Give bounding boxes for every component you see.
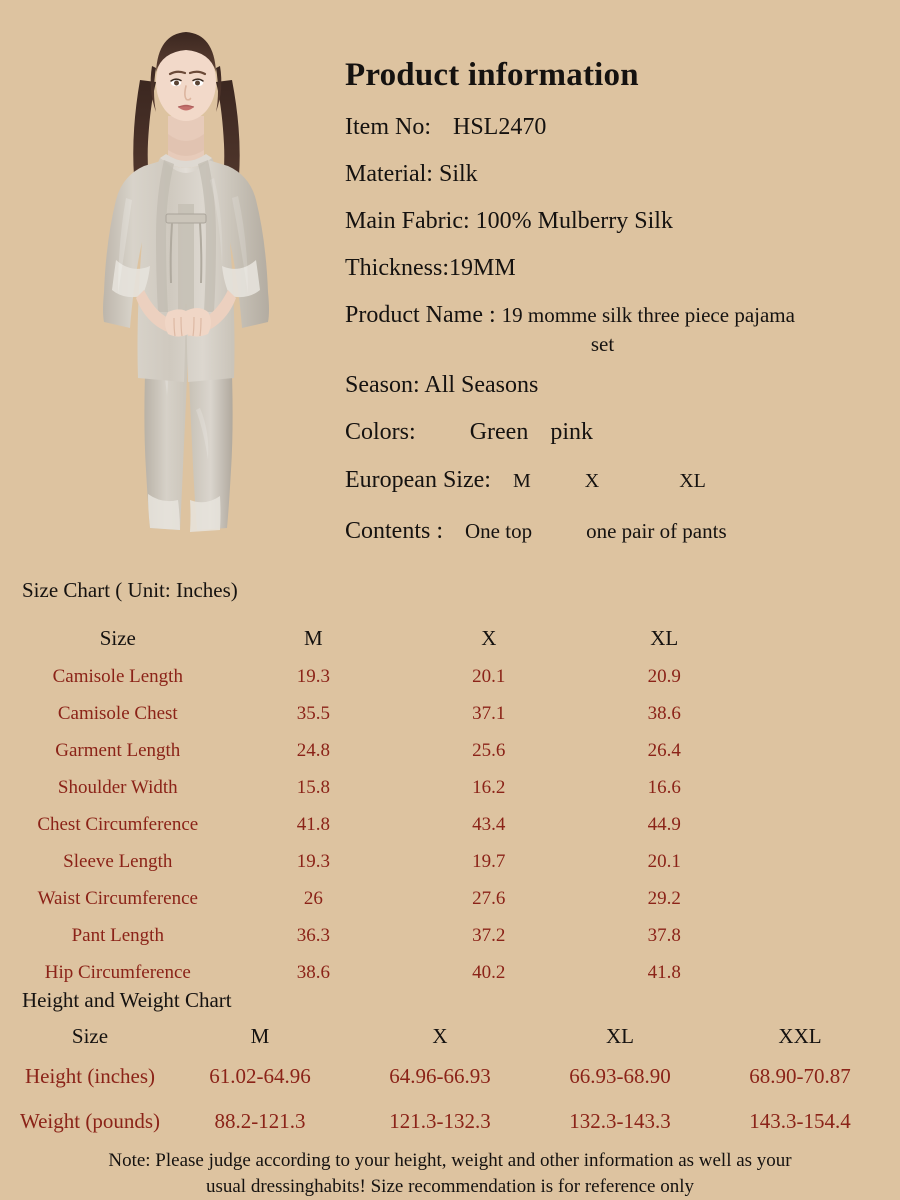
row-label: Camisole Chest [57,702,178,724]
row-value-x: 37.1 [472,702,506,724]
row-label: Chest Circumference [37,813,199,835]
season-value: All Seasons [424,371,539,398]
product-name-line [345,303,890,327]
row-value-x: 43.4 [472,813,506,835]
row-value-m: 61.02-64.96 [209,1064,311,1088]
row-value-x: 19.7 [472,850,506,872]
table-row [10,658,752,695]
main-fabric-label: Main Fabric: [345,207,470,234]
colors-label: Colors: [345,418,416,445]
european-size-x: X [584,469,600,492]
table-row [10,769,752,806]
product-name-value-line2: set [590,331,615,356]
page-title: Product information [345,57,639,93]
european-size-xl: XL [679,469,706,492]
product-name-label: Product Name : [345,301,496,328]
table-row [10,843,752,880]
height-weight-header-row [10,1018,890,1054]
thickness-line [345,256,890,280]
season-line [345,373,890,397]
colors-line [345,420,890,444]
tie-knot [166,214,206,223]
row-value-xl: 66.93-68.90 [569,1064,671,1088]
product-info-block [345,58,890,545]
european-size-line [345,467,890,494]
main-fabric-line [345,209,890,233]
size-chart-col-xl: XL [650,625,679,650]
size-chart-col-x: X [481,625,497,650]
row-label: Shoulder Width [57,776,178,798]
european-size-label: European Size: [345,466,491,493]
row-value-x: 20.1 [472,665,506,687]
row-value-x: 64.96-66.93 [389,1064,491,1088]
row-value-xl: 20.9 [647,665,681,687]
thickness-label: Thickness: [345,254,449,281]
table-row [10,695,752,732]
table-row [10,917,752,954]
row-value-xl: 38.6 [647,702,681,724]
row-value-m: 88.2-121.3 [214,1109,306,1133]
height-weight-chart-heading: Height and Weight Chart [22,988,232,1012]
row-value-m: 19.3 [296,665,330,687]
item-no-line [345,115,890,139]
row-value-x: 16.2 [472,776,506,798]
row-label: Garment Length [55,739,181,761]
row-value-x: 40.2 [472,961,506,983]
row-value-m: 26 [303,887,323,909]
hw-col-size: Size [71,1023,109,1048]
table-row [10,954,752,991]
colors-value-pink: pink [550,418,593,445]
row-label: Pant Length [71,924,164,946]
row-value-xl: 41.8 [647,961,681,983]
row-label: Camisole Length [52,665,183,687]
row-label: Sleeve Length [63,850,173,872]
row-value-xl: 132.3-143.3 [569,1109,671,1133]
table-row [10,880,752,917]
row-value-m: 38.6 [296,961,330,983]
contents-line [345,518,890,545]
row-value-xxl: 68.90-70.87 [749,1064,851,1088]
hw-col-xl: XL [606,1023,634,1048]
row-value-m: 35.5 [296,702,330,724]
row-value-m: 36.3 [296,924,330,946]
item-no-value: HSL2470 [452,113,547,140]
table-row [10,1054,890,1099]
table-row [10,732,752,769]
product-photo [48,8,324,560]
thickness-value: 19MM [448,254,516,281]
size-chart-heading: Size Chart ( Unit: Inches) [22,578,238,602]
row-value-xxl: 143.3-154.4 [749,1109,851,1133]
table-row [10,806,752,843]
height-weight-chart-table [10,1018,890,1144]
season-label: Season: [345,371,420,398]
row-value-m: 24.8 [296,739,330,761]
item-no-label: Item No: [345,113,431,140]
material-value: Silk [438,160,478,187]
row-value-xl: 26.4 [647,739,681,761]
row-value-x: 27.6 [472,887,506,909]
material-line [345,162,890,186]
row-value-xl: 44.9 [647,813,681,835]
row-value-xl: 20.1 [647,850,681,872]
note-text [0,1148,900,1199]
hw-col-m: M [250,1023,270,1048]
main-fabric-value: 100% Mulberry Silk [475,207,673,234]
european-size-m: M [512,469,531,492]
hand-right [182,308,211,337]
contents-value-pants: one pair of pants [586,518,727,543]
size-chart-header-row [10,618,752,658]
row-value-xl: 16.6 [647,776,681,798]
contents-label: Contents : [345,517,444,544]
row-value-m: 15.8 [296,776,330,798]
row-value-x: 121.3-132.3 [389,1109,491,1133]
row-value-m: 41.8 [296,813,330,835]
size-chart-table [10,618,752,991]
row-value-x: 37.2 [472,924,506,946]
size-chart-col-m: M [303,625,323,650]
row-value-xl: 37.8 [647,924,681,946]
row-label: Weight (pounds) [19,1109,161,1133]
hw-col-xxl: XXL [778,1023,822,1048]
row-value-xl: 29.2 [647,887,681,909]
row-label: Hip Circumference [44,961,191,983]
row-value-x: 25.6 [472,739,506,761]
material-label: Material: [345,160,433,187]
row-label: Waist Circumference [37,887,198,909]
colors-value-green: Green [469,418,529,445]
contents-value-top: One top [465,518,533,543]
product-name-value: 19 momme silk three piece pajama [501,302,795,327]
note-line-2: usual dressinghabits! Size recommendation is for reference only [205,1175,695,1197]
row-value-m: 19.3 [296,850,330,872]
row-label: Height (inches) [24,1064,156,1088]
size-chart-col-size: Size [99,625,136,650]
table-row [10,1099,890,1144]
note-line-1: Note: Please judge according to your height, weight and other information as well as your [108,1150,792,1171]
hw-col-x: X [432,1023,448,1048]
